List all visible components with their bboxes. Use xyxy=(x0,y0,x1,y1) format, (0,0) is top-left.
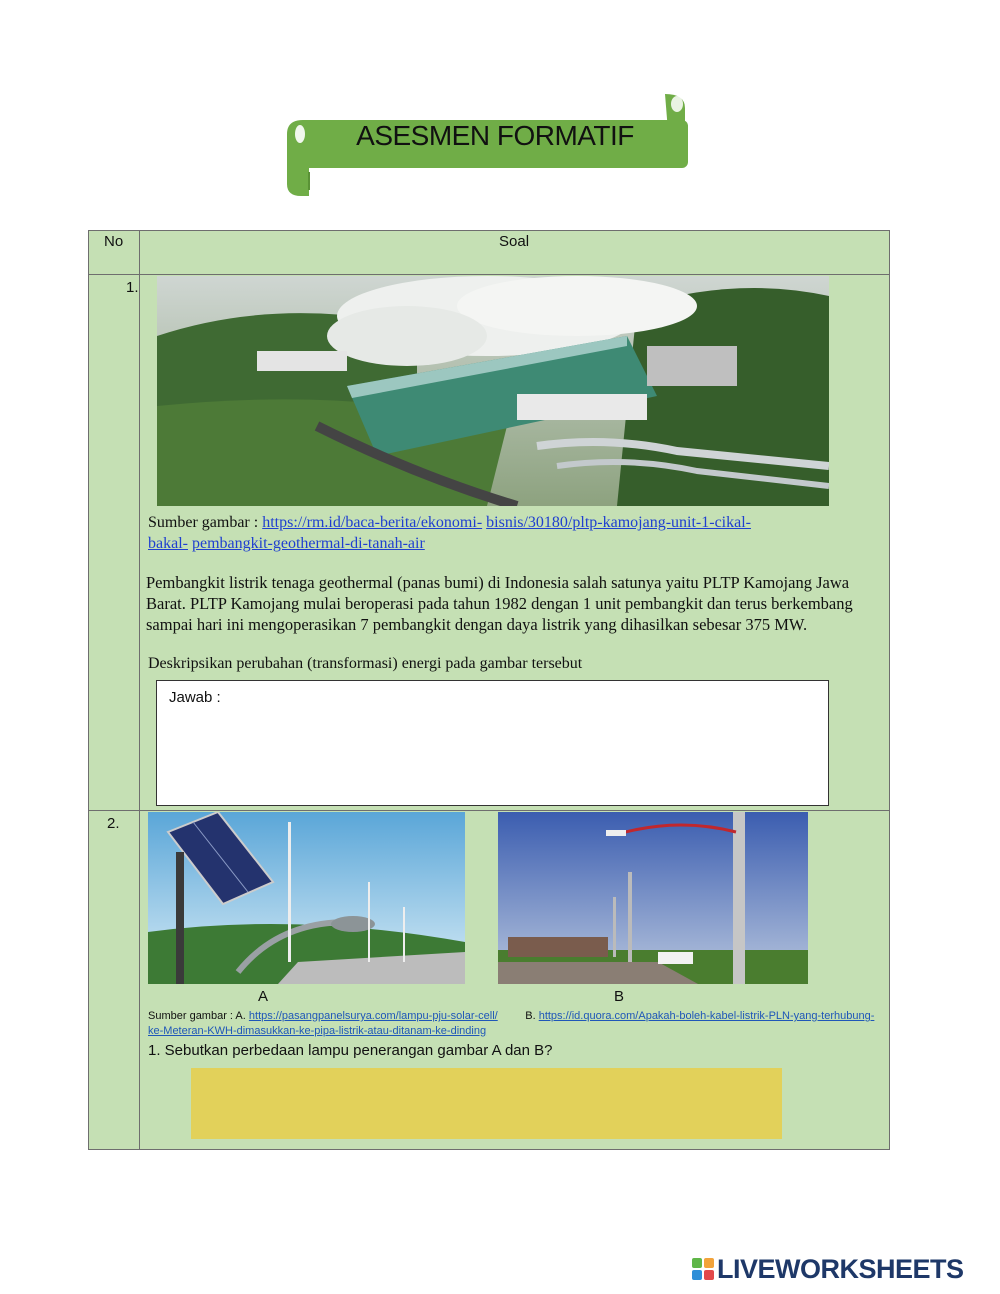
logo-text: LIVEWORKSHEETS xyxy=(717,1253,964,1284)
source-link-1[interactable]: https://rm.id/baca-berita/ekonomi- xyxy=(262,514,483,531)
source-link-3[interactable]: bakal- xyxy=(148,535,188,552)
source-link-b[interactable]: https://id.quora.com/Apakah-boleh-kabel-listrik-PLN-yang-terhubung-ke-Meteran-KWH-dimasukkan-ke-pipa-listrik-atau-ditanam-ke-dinding xyxy=(148,1010,875,1037)
source-link-a[interactable]: https://pasangpanelsurya.com/lampu-pju-solar-cell/ xyxy=(248,1010,498,1022)
answer-field-1[interactable] xyxy=(156,680,829,806)
source-link-4[interactable]: pembangkit-geothermal-di-tanah-air xyxy=(191,535,425,552)
column-header-soal: Soal xyxy=(499,233,530,250)
row-divider xyxy=(88,810,890,811)
column-divider xyxy=(139,230,140,1150)
source-mid: B. xyxy=(525,1010,539,1022)
question-1-paragraph: Pembangkit listrik tenaga geothermal (panas bumi) di Indonesia salah satunya yaitu PLTP Kamojang Jawa Barat. PLTP Kamojang mulai beroperasi pada tahun 1982 dengan 1 unit pembangkit dan terus berkembang sampai hari ini mengoperasikan 7 pembangkit dengan daya listrik yang dihasilkan sebesar 375 MW. xyxy=(146,573,853,634)
pln-street-lamp-photo xyxy=(498,812,808,984)
question-number-1: 1. xyxy=(126,279,139,296)
row-divider xyxy=(88,274,890,275)
liveworksheets-logo xyxy=(692,1254,964,1284)
source-prefix: Sumber gambar : xyxy=(148,514,263,531)
column-header-no: No xyxy=(104,233,124,250)
image-source-2 xyxy=(148,1009,878,1039)
question-2-prompt: 1. Sebutkan perbedaan lampu penerangan gambar A dan B? xyxy=(148,1042,553,1059)
question-number-2: 2. xyxy=(107,815,120,832)
answer-label: Jawab : xyxy=(169,689,221,706)
source-prefix: Sumber gambar : A. xyxy=(148,1010,249,1022)
question-1-prompt: Deskripsikan perubahan (transformasi) energi pada gambar tersebut xyxy=(148,655,583,672)
solar-street-lamp-photo xyxy=(148,812,465,984)
answer-field-2[interactable] xyxy=(191,1068,782,1139)
source-link-2[interactable]: bisnis/30180/pltp-kamojang-unit-1-cikal- xyxy=(486,514,751,531)
image-label-a: A xyxy=(258,988,269,1005)
logo-icon xyxy=(692,1258,714,1280)
page-title: ASESMEN FORMATIF xyxy=(356,120,634,151)
title-banner xyxy=(285,94,690,196)
geothermal-plant-photo xyxy=(157,276,829,506)
image-source-1 xyxy=(148,512,848,554)
image-label-b: B xyxy=(614,988,625,1005)
